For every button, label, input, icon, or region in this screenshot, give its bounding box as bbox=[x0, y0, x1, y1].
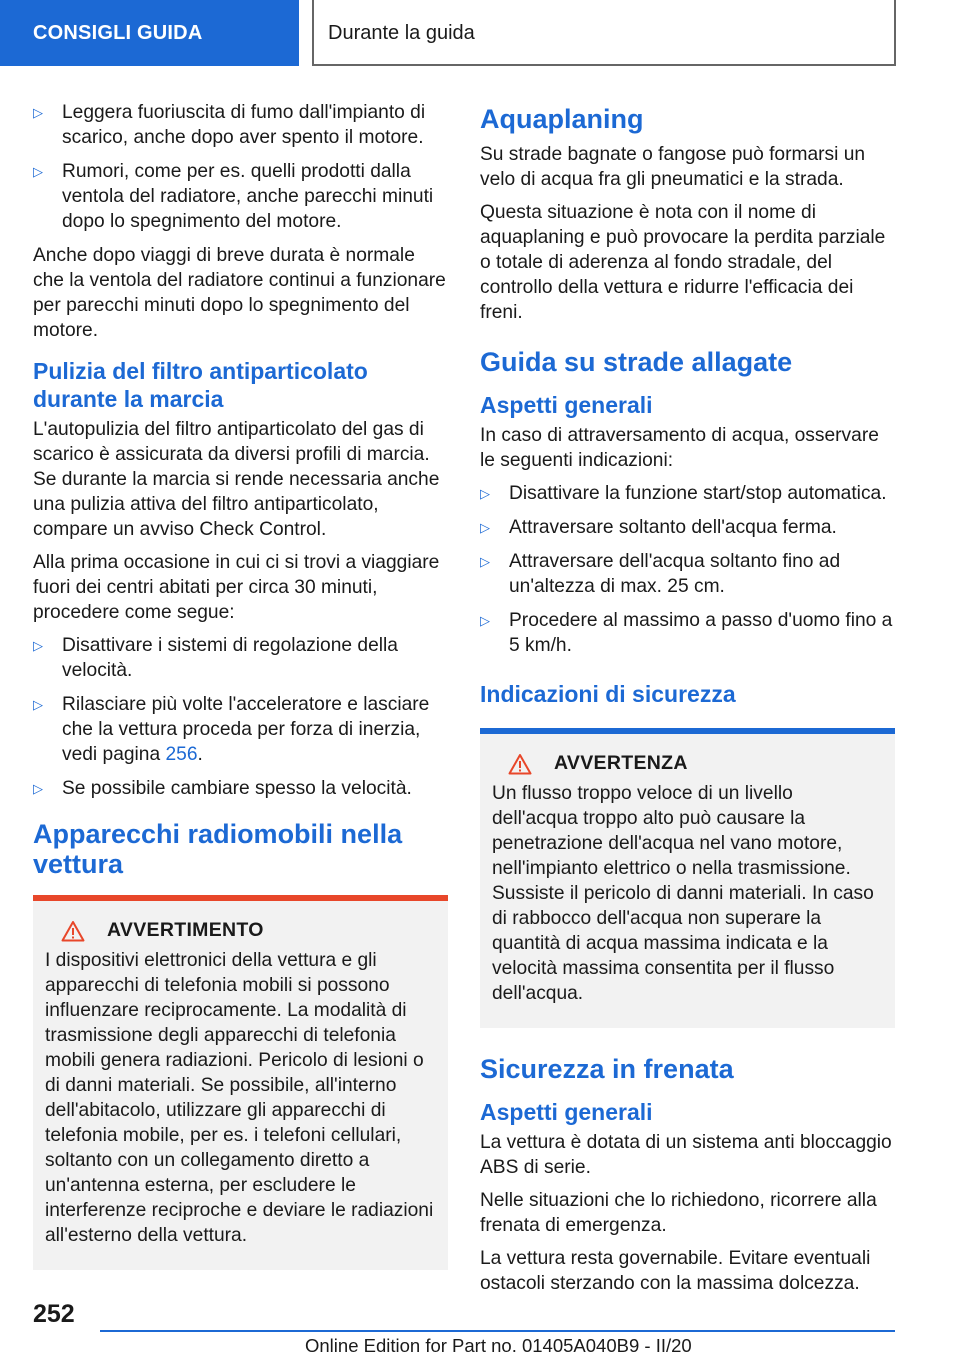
right-column bbox=[480, 100, 895, 1304]
page-reference-link[interactable]: 256 bbox=[165, 744, 198, 765]
heading-filter: Pulizia del filtro antiparticolato durante la marcia bbox=[33, 358, 368, 412]
triangle-bullet-icon: ▷ bbox=[480, 520, 490, 535]
list-item: ▷ Attraversare dell'acqua soltanto fino ad un'altezza di max. 25 cm. bbox=[480, 551, 841, 597]
triangle-bullet-icon: ▷ bbox=[33, 781, 43, 796]
triangle-bullet-icon: ▷ bbox=[33, 638, 43, 653]
chapter-title: Durante la guida bbox=[312, 0, 896, 66]
footer-divider bbox=[100, 1330, 895, 1332]
caution-box bbox=[480, 728, 895, 1028]
heading-brake: Sicurezza in frenata bbox=[480, 1054, 734, 1084]
warning-triangle-icon bbox=[61, 920, 85, 942]
page-header bbox=[0, 0, 960, 66]
section-tab: CONSIGLI GUIDA bbox=[0, 0, 299, 66]
edition-label: Online Edition for Part no. 01405A040B9 - II/20 bbox=[305, 1335, 692, 1356]
warning-triangle-icon bbox=[508, 753, 532, 775]
warning-text: I dispositivi elettronici della vettura e gli apparecchi di telefonia mobili si possono influenzare reciprocamente. La modalità di trasmissione degli apparecchi di telefonia mobili genera radiazioni. Pericolo di lesioni o di danni materiali. Se possibile, all'interno dell'abitacolo, utilizzare gli apparecchi di telefonia mobile, per es. i telefoni cellulari, soltanto con un collegamento diretto a un'antenna esterna, per escludere le interferenze reciproche e deviare le radiazioni all'esterno della vettura. bbox=[45, 950, 434, 1246]
heading-general-2: Aspetti generali bbox=[480, 1099, 653, 1125]
paragraph-brake-3: La vettura resta governabile. Evitare eventuali ostacoli sterzando con la massima dolcezza. bbox=[480, 1248, 871, 1294]
page-number: 252 bbox=[33, 1300, 75, 1328]
triangle-bullet-icon: ▷ bbox=[480, 486, 490, 501]
paragraph-filter-1: L'autopulizia del filtro antiparticolato del gas di scarico è assicurata da diversi profili di marcia. Se durante la marcia si rende necessaria anche una pulizia attiva del filtro antiparticolato, compare un avviso Check Control. bbox=[33, 419, 440, 540]
paragraph-filter-2: Alla prima occasione in cui ci si trovi a viaggiare fuori dei centri abitati per circa 30 minuti, procedere come segue: bbox=[33, 552, 440, 623]
caution-header bbox=[492, 752, 883, 775]
paragraph-fan: Anche dopo viaggi di breve durata è normale che la ventola del radiatore continui a funzionare per parecchi minuti dopo lo spegnimento del motore. bbox=[33, 245, 446, 341]
triangle-bullet-icon: ▷ bbox=[33, 164, 43, 179]
list-item: ▷ Leggera fuoriuscita di fumo dall'impianto di scarico, anche dopo aver spento il motore. bbox=[33, 102, 426, 148]
paragraph-flood: In caso di attraversamento di acqua, osservare le seguenti indicazioni: bbox=[480, 425, 879, 471]
list-item: ▷ Rilasciare più volte l'acceleratore e lasciare che la vettura proceda per forza di inerzia, vedi pagina 256. bbox=[33, 694, 430, 765]
heading-aquaplaning: Aquaplaning bbox=[480, 104, 644, 134]
triangle-bullet-icon: ▷ bbox=[33, 105, 43, 120]
warning-box bbox=[33, 895, 448, 1270]
paragraph-brake-1: La vettura è dotata di un sistema anti bloccaggio ABS di serie. bbox=[480, 1132, 892, 1178]
paragraph-aqua-1: Su strade bagnate o fangose può formarsi un velo di acqua fra gli pneumatici e la strada. bbox=[480, 144, 866, 190]
heading-radio: Apparecchi radiomobili nella vettura bbox=[33, 819, 403, 879]
heading-flood: Guida su strade allagate bbox=[480, 347, 793, 377]
list-item: ▷ Attraversare soltanto dell'acqua ferma. bbox=[480, 517, 837, 538]
triangle-bullet-icon: ▷ bbox=[480, 613, 490, 628]
caution-title: AVVERTENZA bbox=[554, 752, 688, 774]
warning-header bbox=[45, 919, 436, 942]
paragraph-brake-2: Nelle situazioni che lo richiedono, ricorrere alla frenata di emergenza. bbox=[480, 1190, 877, 1236]
page-footer bbox=[0, 1296, 960, 1362]
warning-title: AVVERTIMENTO bbox=[107, 919, 264, 941]
triangle-bullet-icon: ▷ bbox=[480, 554, 490, 569]
heading-general-1: Aspetti generali bbox=[480, 392, 653, 418]
caution-text: Un flusso troppo veloce di un livello dell'acqua troppo alto può causare la penetrazione dell'acqua nel vano motore, nell'impianto elettrico o nella trasmissione. Sussiste il pericolo di danni materiali. In caso di rabbocco dell'acqua non superare la quantità di acqua massima indicata e la velocità massima consentita per il flusso dell'acqua. bbox=[492, 783, 874, 1004]
paragraph-aqua-2: Questa situazione è nota con il nome di aquaplaning e può provocare la perdita parziale o totale di aderenza al fondo stradale, del controllo della vettura e ridurre l'efficacia dei freni. bbox=[480, 202, 886, 323]
list-item: ▷ Procedere al massimo a passo d'uomo fino a 5 km/h. bbox=[480, 610, 893, 656]
list-item: ▷ Disattivare i sistemi di regolazione della velocità. bbox=[33, 635, 398, 681]
triangle-bullet-icon: ▷ bbox=[33, 697, 43, 712]
left-column bbox=[33, 100, 448, 1270]
list-item: ▷ Disattivare la funzione start/stop automatica. bbox=[480, 483, 887, 504]
heading-safety: Indicazioni di sicurezza bbox=[480, 681, 736, 707]
list-item: ▷ Se possibile cambiare spesso la velocità. bbox=[33, 778, 412, 799]
list-item: ▷ Rumori, come per es. quelli prodotti dalla ventola del radiatore, anche parecchi minuti dopo lo spegnimento del motore. bbox=[33, 161, 434, 232]
